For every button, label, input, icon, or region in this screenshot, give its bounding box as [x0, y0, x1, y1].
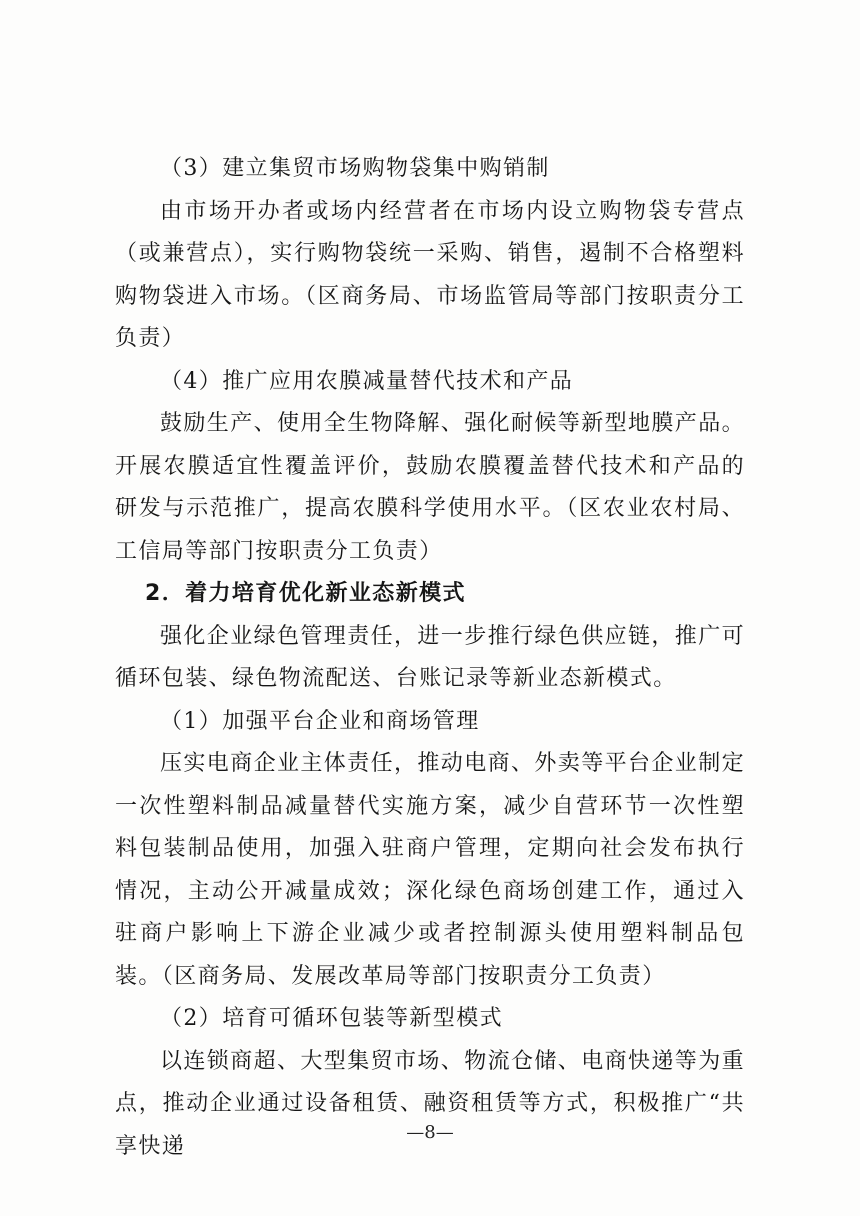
subheading-4: （4）推广应用农膜减量替代技术和产品	[160, 368, 574, 394]
subheading-3: （3）建立集贸市场购物袋集中购销制	[160, 156, 550, 181]
document-body	[115, 148, 745, 1168]
subheading-1: （1）加强平台企业和商场管理	[160, 708, 480, 734]
paragraph: 强化企业绿色管理责任，进一步推行绿色供应链，推广可循环包装、绿色物流配送、台账记录等新业态新模式。	[115, 623, 746, 691]
subheading-2: （2）培育可循环包装等新型模式	[160, 1006, 503, 1031]
page-number: —8—	[406, 1122, 454, 1143]
paragraph: 压实电商企业主体责任，推动电商、外卖等平台企业制定一次性塑料制品减量替代实施方案，减少自营环节一次性塑料包装制品使用，加强入驻商户管理，定期向社会发布执行情况，主动公开减量成效；深化绿色商场创建工作，通过入驻商户影响上下游企业减少或者控制源头使用塑料制品包装。（区商务局、发展改革局等部门按职责分工负责）	[115, 751, 746, 989]
paragraph: 以连锁商超、大型集贸市场、物流仓储、电商快递等为重点，推动企业通过设备租赁、融资租赁等方式，积极推广“共享快递	[115, 1048, 746, 1159]
paragraph: 由市场开办者或场内经营者在市场内设立购物袋专营点（或兼营点），实行购物袋统一采购、销售，遏制不合格塑料购物袋进入市场。（区商务局、市场监管局等部门按职责分工负责）	[115, 198, 745, 351]
section-heading-2: 2．着力培育优化新业态新模式	[145, 581, 466, 606]
paragraph: 鼓励生产、使用全生物降解、强化耐候等新型地膜产品。开展农膜适宜性覆盖评价，鼓励农膜覆盖替代技术和产品的研发与示范推广，提高农膜科学使用水平。（区农业农村局、工信局等部门按职责分工负责）	[115, 411, 746, 564]
